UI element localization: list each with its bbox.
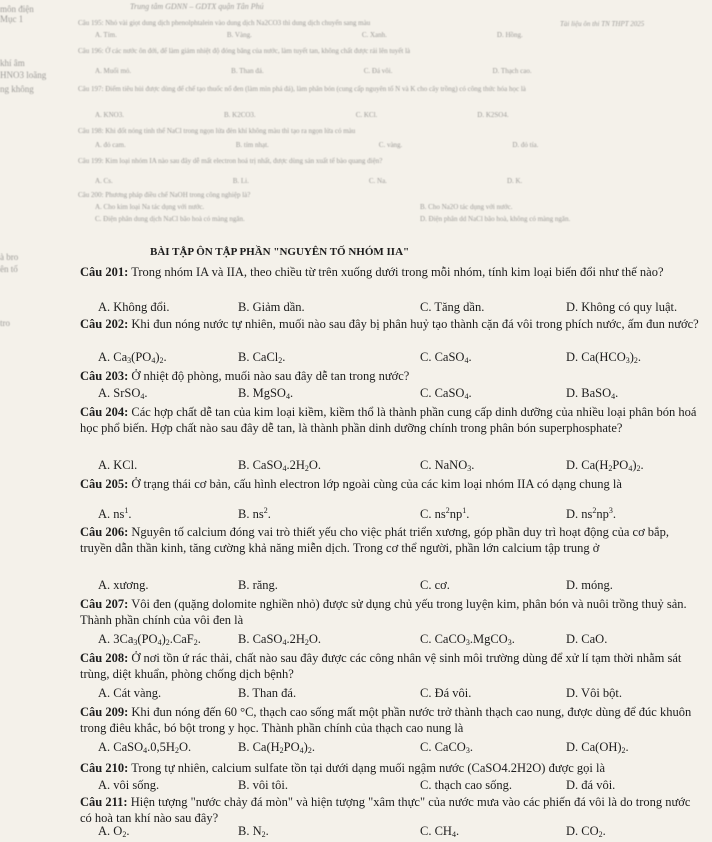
option-b[interactable]: B. Giảm dần. xyxy=(238,300,305,314)
option-c[interactable]: C. CaCO$_3$. xyxy=(420,740,473,755)
question-text: Vôi đen (quặng dolomite nghiền nhỏ) được sử dụng chủ yếu trong luyện kim, phân bón và nuôi trồng thuỷ sản. Thành phần chính của vôi đen là xyxy=(80,597,687,627)
page-source: Tài liệu ôn thi TN THPT 2025 xyxy=(560,20,645,28)
option-d[interactable]: D. Vôi bột. xyxy=(566,686,623,700)
question-text: Nguyên tố calcium đóng vai trò thiết yếu cho việc phát triển xương, góp phần duy trì hoạt động của cơ bắp, truyền dẫn thần kinh, tăng cường khả năng miễn dịch. Trong cơ thể người, phần lớn calcium tập trung ở xyxy=(80,525,669,555)
option-a[interactable]: A. Cát vàng. xyxy=(98,686,162,700)
question-text: Ở trạng thái cơ bản, cấu hình electron lớp ngoài cùng của các kim loại nhóm IIA có dạng chung là xyxy=(131,477,622,491)
option-b[interactable]: B. $CaSO_4.2H_2O$. xyxy=(238,458,322,473)
option-b: B. Cho Na2O tác dụng với nước. xyxy=(420,203,513,211)
question-text: Trong nhóm IA và IIA, theo chiều từ trên xuống dưới trong mỗi nhóm, tính kim loại biến đổi như thế nào? xyxy=(131,265,664,279)
blurred-question: Câu 198: Khi đốt nóng tinh thể NaCl trong ngọn lửa đèn khí không màu thì tạo ra ngọn lửa có màu xyxy=(78,127,356,135)
question-209 xyxy=(80,704,700,736)
option-a[interactable]: A. $3Ca_3(PO_4)_2.CaF_2$. xyxy=(98,632,201,647)
question-211 xyxy=(80,794,700,826)
question-text: Khi đun nóng nước tự nhiên, muối nào sau đây bị phân huỷ tạo thành cặn đá vôi trong phích nước, ấm đun nước? xyxy=(131,317,699,331)
option-a: A. Muối mỏ. xyxy=(95,67,132,75)
option-c: C. Na. xyxy=(368,177,387,185)
option-a[interactable]: A. SrSO$_4$. xyxy=(98,386,148,401)
blurred-options xyxy=(95,176,635,186)
option-c[interactable]: C. NaNO$_3$. xyxy=(420,458,475,473)
section-title: BÀI TẬP ÔN TẬP PHẦN "NGUYÊN TỐ NHÓM IIA" xyxy=(150,246,410,258)
blurred-options xyxy=(95,66,635,76)
question-text: Các hợp chất dễ tan của kim loại kiềm, kiềm thổ là thành phần cung cấp dinh dưỡng của nhiều loại phân bón hoá học phổ biến. Hợp chất nào sau đây dễ tan, là thành phần dinh dưỡng chính trong phân bón superphosphate? xyxy=(80,405,697,435)
blurred-question: Câu 195: Nhỏ vài giọt dung dịch phenolphtalein vào dung dịch Na2CO3 thì dung dịch chuyển sang màu xyxy=(78,19,371,27)
question-210 xyxy=(80,760,700,776)
question-number: Câu 203: xyxy=(80,369,129,383)
question-number: Câu 201: xyxy=(80,265,129,279)
option-d[interactable]: D. $Ca(HCO_3)_2$. xyxy=(566,350,642,365)
option-c[interactable]: C. Tăng dần. xyxy=(420,300,485,314)
question-number: Câu 202: xyxy=(80,317,129,331)
option-d: D. K2SO4. xyxy=(477,111,509,119)
blurred-question: Câu 197: Điểm tiêu hủi được dùng để chế tạo thuốc nổ đen (làm mìn phá đá), làm phân bón (cung cấp nguyên tố N và K cho cây trồng) có công thức hóa học là xyxy=(78,85,526,93)
option-a: A. Cho kim loại Na tác dụng với nước. xyxy=(95,203,205,211)
option-a[interactable]: A. $O_2$. xyxy=(98,824,130,839)
option-b: B. Than đá. xyxy=(231,67,264,75)
option-a[interactable]: A. KCl. xyxy=(98,458,138,472)
option-d[interactable]: D. CaO. xyxy=(566,632,608,646)
margin-note: HNO3 loãng xyxy=(0,70,47,80)
question-text: Khi đun nóng đến 60 °C, thạch cao sống mất một phần nước trở thành thạch cao nung, được dùng để đúc khuôn trong điêu khắc, bó bột trong y học. Thành phần chính của thạch cao nung là xyxy=(80,705,692,735)
question-204 xyxy=(80,404,700,436)
option-b[interactable]: B. $ns^2$. xyxy=(238,506,271,522)
option-b[interactable]: B. $N_2$. xyxy=(238,824,269,839)
question-208 xyxy=(80,650,700,682)
question-number: Câu 210: xyxy=(80,761,129,775)
option-b[interactable]: B. $Ca(H_2PO_4)_2$. xyxy=(238,740,315,755)
option-c[interactable]: C. Đá vôi. xyxy=(420,686,472,700)
question-number: Câu 211: xyxy=(80,795,128,809)
margin-note: khí âm xyxy=(0,58,25,68)
option-d[interactable]: D. $CO_2$. xyxy=(566,824,606,839)
option-d[interactable]: D. móng. xyxy=(566,578,613,592)
option-d: D. đỏ tía. xyxy=(512,141,539,149)
option-b[interactable]: B. Than đá. xyxy=(238,686,297,700)
option-b[interactable]: B. vôi tôi. xyxy=(238,778,289,792)
option-b[interactable]: B. $CaSO_4.2H_2O$. xyxy=(238,632,322,647)
option-b: B. Vàng. xyxy=(226,31,252,39)
option-c[interactable]: C. $ns^2np^1$. xyxy=(420,506,470,522)
question-text: Ở nơi tồn ứ rác thải, chất nào sau đây được các công nhân vệ sinh môi trường dùng để xử lí tạm thời nhằm sát trùng, diệt khuẩn, phòng chống dịch bệnh? xyxy=(80,651,682,681)
option-c[interactable]: C. CaSO$_4$. xyxy=(420,386,472,401)
question-number: Câu 204: xyxy=(80,405,129,419)
option-c: C. KCl. xyxy=(355,111,378,119)
question-text: Trong tự nhiên, calcium sulfate tồn tại dưới dạng muối ngậm nước (CaSO4.2H2O) được gọi là xyxy=(131,761,606,775)
question-202 xyxy=(80,316,700,332)
option-c[interactable]: C. thạch cao sống. xyxy=(420,778,512,792)
option-b[interactable]: B. MgSO$_4$. xyxy=(238,386,294,401)
option-c[interactable]: C. CaSO$_4$. xyxy=(420,350,472,365)
option-b[interactable]: B. răng. xyxy=(238,578,278,592)
question-201 xyxy=(80,264,700,280)
blurred-options xyxy=(95,110,635,120)
option-a[interactable]: A. vôi sống. xyxy=(98,778,160,792)
page-header: Trung tâm GDNN – GDTX quận Tân Phú xyxy=(130,2,264,11)
question-205 xyxy=(80,476,700,492)
option-d[interactable]: D. $ns^2np^3$. xyxy=(566,506,617,522)
margin-note: à bro xyxy=(0,252,19,262)
blurred-question: Câu 200: Phương pháp điều chế NaOH trong công nghiệp là? xyxy=(78,191,251,199)
option-b: B. Li. xyxy=(232,177,249,185)
margin-note: ên tố xyxy=(0,264,18,274)
option-c: C. Đá vôi. xyxy=(363,67,393,75)
question-number: Câu 209: xyxy=(80,705,129,719)
margin-note: môn điện xyxy=(0,4,34,14)
option-d[interactable]: D. BaSO$_4$. xyxy=(566,386,619,401)
option-a[interactable]: A. $CaSO_4.0,5H_2O$. xyxy=(98,740,192,755)
question-203 xyxy=(80,368,700,384)
question-number: Câu 205: xyxy=(80,477,129,491)
option-b: B. tím nhạt. xyxy=(235,141,269,149)
option-a: A. Tím. xyxy=(95,31,117,39)
option-c: C. Điện phân dung dịch NaCl bão hoà có màng ngăn. xyxy=(95,215,245,223)
option-c[interactable]: C. $CH_4$. xyxy=(420,824,460,839)
blurred-options xyxy=(95,140,635,150)
option-a[interactable]: A. Không đổi. xyxy=(98,300,170,314)
margin-note: tro xyxy=(0,318,10,328)
option-d[interactable]: D. đá vôi. xyxy=(566,778,616,792)
blurred-question: Câu 196: Ở các nước ôn đới, để làm giảm nhiệt độ đóng băng của nước, làm tuyết tan, không chất được rải lên tuyết là xyxy=(78,47,411,55)
option-a[interactable]: A. $ns^1$. xyxy=(98,506,132,522)
margin-note: ng không xyxy=(0,84,34,94)
question-207 xyxy=(80,596,700,628)
blurred-options xyxy=(95,30,615,40)
option-d: D. Điện phân dd NaCl bão hoà, không có màng ngăn. xyxy=(420,215,571,223)
option-c: C. Xanh. xyxy=(361,31,387,39)
question-number: Câu 207: xyxy=(80,597,129,611)
option-c[interactable]: C. CaCO$_3$.MgCO$_3$. xyxy=(420,632,515,647)
option-c: C. vàng. xyxy=(378,141,403,149)
option-b[interactable]: B. CaCl$_2$. xyxy=(238,350,286,365)
blurred-question: Câu 199: Kim loại nhóm IA nào sau đây dễ mất electron hoá trị nhất, được dùng sản xuất tế bào quang điện? xyxy=(78,157,383,165)
option-a: A. đỏ cam. xyxy=(95,141,126,149)
option-a: A. Cs. xyxy=(95,177,113,185)
option-b: B. K2CO3. xyxy=(223,111,256,119)
option-a[interactable]: A. xương. xyxy=(98,578,149,592)
margin-note: Mục 1 xyxy=(0,14,24,24)
question-text: Ở nhiệt độ phòng, muối nào sau đây dễ tan trong nước? xyxy=(131,369,410,383)
question-number: Câu 208: xyxy=(80,651,129,665)
option-a[interactable]: A. $Ca_3(PO_4)_2$. xyxy=(98,350,167,365)
option-d: D. K. xyxy=(506,177,523,185)
question-206 xyxy=(80,524,700,556)
question-number: Câu 206: xyxy=(80,525,129,539)
question-text: Hiện tượng "nước chảy đá mòn" và hiện tượng "xâm thực" của nước mưa vào các phiến đá vôi là do trong nước có hoà tan khí nào sau đây? xyxy=(80,795,691,825)
option-d[interactable]: D. Không có quy luật. xyxy=(566,300,678,314)
option-c[interactable]: C. cơ. xyxy=(420,578,450,592)
option-d[interactable]: D. $Ca(H_2PO_4)_2$. xyxy=(566,458,644,473)
option-d: D. Hồng. xyxy=(496,31,523,39)
option-d[interactable]: D. $Ca(OH)_2$. xyxy=(566,740,629,755)
option-a: A. KNO3. xyxy=(95,111,124,119)
option-d: D. Thạch cao. xyxy=(492,67,532,75)
